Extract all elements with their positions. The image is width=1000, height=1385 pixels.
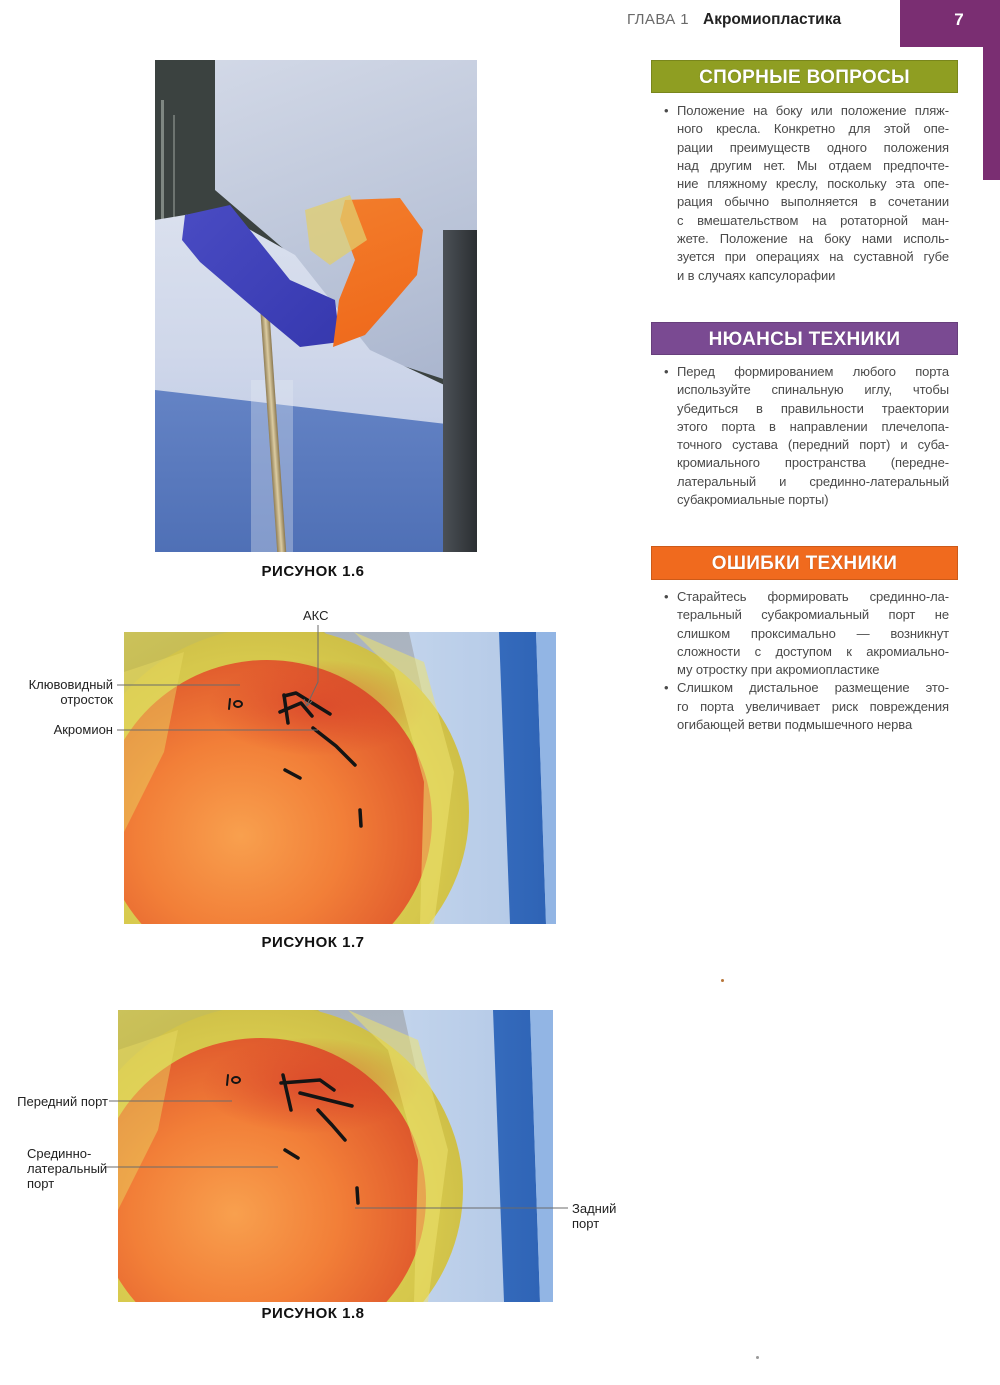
text-line: и в случаях капсулорафии: [677, 267, 836, 283]
text-line: убедиться в правильности траектории: [677, 400, 949, 416]
pearls-text: [677, 363, 949, 509]
photo-dark-floor: [443, 230, 477, 552]
bullet-icon: [664, 588, 668, 606]
text-line: го порта увеличивает риск повреждения: [677, 698, 949, 714]
text-line: ного кресла. Конкретно для этой опе-: [677, 121, 949, 137]
text-line: используйте спинальную иглу, чтобы: [677, 382, 949, 398]
label-line: Клювовидный: [28, 677, 113, 692]
bullet-icon: [664, 102, 668, 120]
text-line: этого порта в направлении плечелопа-: [677, 418, 949, 434]
pitfalls-text: [677, 588, 949, 734]
chapter-title: Акромиопластика: [703, 11, 842, 28]
bullet-item: [677, 679, 949, 734]
figure-1-7-photo: [124, 632, 556, 924]
text-line: Слишком дистальное размещение это-: [677, 680, 949, 696]
text-line: над другим нет. Мы отдаем предпочте-: [677, 157, 949, 173]
text-line: Перед формированием любого порта: [677, 364, 949, 379]
label-line: порт: [572, 1216, 600, 1231]
marking-stroke: [285, 1150, 298, 1158]
marking-stroke: [357, 1188, 358, 1203]
skin-markings: [118, 1010, 553, 1302]
text-line: огибающей ветви подмышечного нерва: [677, 717, 913, 733]
label-line: отросток: [60, 692, 113, 707]
marking-circle: [232, 1077, 240, 1083]
text-line: с вмешательством на ротаторной ман-: [677, 212, 949, 228]
label-coracoid-process: [15, 677, 113, 707]
text-line: субакромиальные порты): [677, 492, 829, 508]
figure-1-8-photo: [118, 1010, 553, 1302]
bullet-item: [677, 363, 949, 509]
controversies-header: СПОРНЫЕ ВОПРОСЫ: [651, 60, 958, 93]
marking-stroke: [318, 1110, 345, 1140]
chapter-edge-stripe: [983, 47, 1000, 180]
print-speck: [721, 979, 724, 982]
label-anterior-port: Передний порт: [17, 1094, 108, 1109]
text-line: кромиального пространства (передне-: [677, 455, 949, 471]
text-line: рации преимуществ одного положения: [677, 139, 949, 155]
bullet-icon: [664, 679, 668, 697]
label-posterior-port: [572, 1201, 616, 1231]
text-line: слишком проксимально — возникнут: [677, 625, 949, 641]
text-line: Положение на боку или положение пляж-: [677, 103, 949, 118]
text-line: жете. Положение на боку нами исполь-: [677, 231, 949, 247]
marking-stroke: [229, 699, 230, 709]
text-line: точного сустава (передний порт) и суба-: [677, 437, 949, 453]
marking-stroke: [285, 770, 300, 778]
text-line: Старайтесь формировать срединно-ла-: [677, 589, 949, 604]
label-line: Срединно-: [27, 1146, 92, 1161]
photo-equipment-shelf: [173, 115, 175, 225]
figure-1-7-caption: РИСУНОК 1.7: [261, 934, 365, 951]
figure-1-6-caption: РИСУНОК 1.6: [261, 563, 365, 580]
chapter-number: ГЛАВА 1: [627, 11, 689, 28]
text-line: сложности с доступом к акромиально-: [677, 643, 949, 659]
marking-stroke: [300, 1093, 352, 1106]
marking-stroke: [227, 1075, 228, 1085]
label-line: порт: [27, 1176, 55, 1191]
label-acromion: Акромион: [53, 722, 113, 737]
label-line: латеральный: [27, 1161, 108, 1176]
text-line: зуется при операциях на суставной губе: [677, 249, 949, 265]
controversies-text: [677, 102, 949, 285]
bullet-item: [677, 102, 949, 285]
label-aks: АКС: [303, 608, 329, 623]
print-speck: [756, 1356, 759, 1359]
label-line: Задний: [572, 1201, 617, 1216]
pearls-header: НЮАНСЫ ТЕХНИКИ: [651, 322, 958, 355]
label-midlateral-port: [27, 1146, 107, 1191]
figure-1-6-photo: [155, 60, 477, 552]
text-line: рация обычно выполняется в сочетании: [677, 194, 949, 210]
marking-stroke: [281, 1080, 334, 1090]
pitfalls-header: ОШИБКИ ТЕХНИКИ: [651, 546, 958, 580]
text-line: му отростку при акромиопластике: [677, 662, 880, 678]
marking-stroke: [313, 728, 355, 765]
bullet-item: [677, 588, 949, 679]
text-line: латеральный и срединно-латеральный: [677, 473, 949, 489]
marking-stroke: [283, 1075, 291, 1110]
text-line: теральный субакромиальный порт не: [677, 607, 949, 623]
marking-stroke: [360, 810, 361, 826]
marking-circle: [234, 701, 242, 707]
page-number: 7: [954, 10, 964, 29]
skin-markings: [124, 632, 556, 924]
figure-1-8-caption: РИСУНОК 1.8: [261, 1305, 365, 1322]
text-line: ние пляжному креслу, поскольку эта опе-: [677, 176, 949, 192]
photo-equipment-shelf: [161, 100, 164, 230]
bullet-icon: [664, 363, 668, 381]
